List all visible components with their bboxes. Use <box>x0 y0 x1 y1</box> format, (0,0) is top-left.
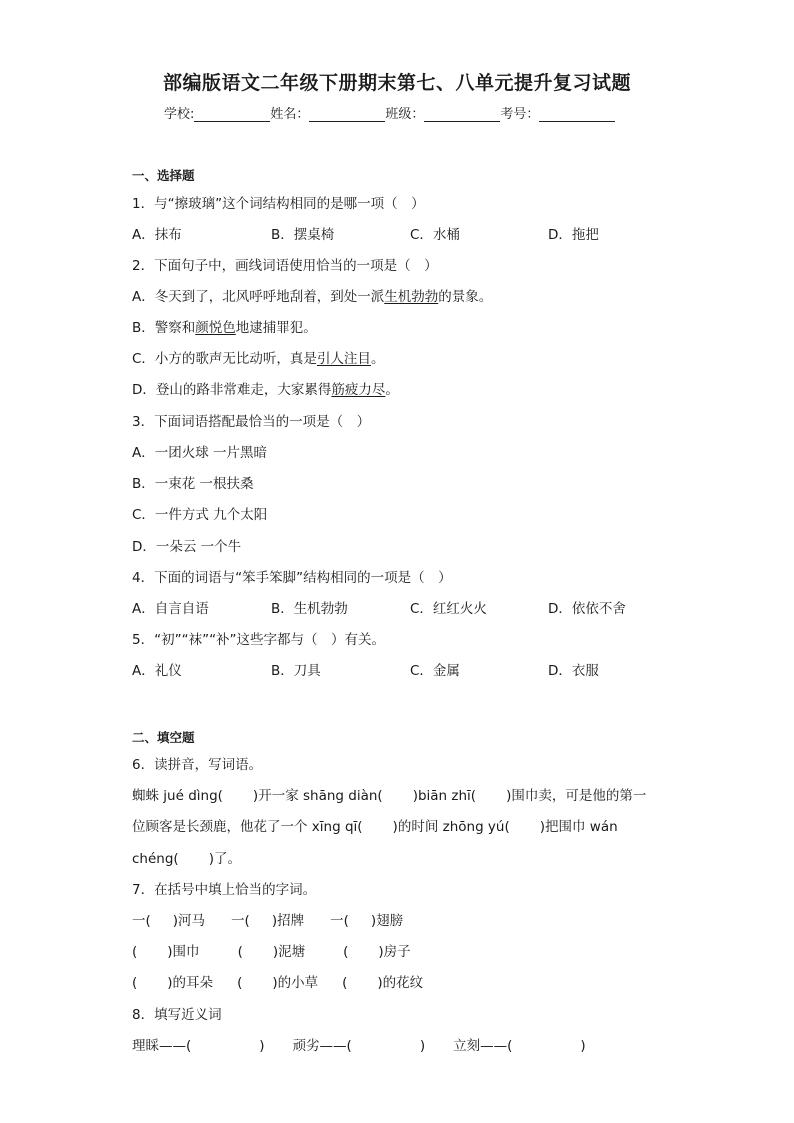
q2-option-d[interactable] <box>132 378 399 398</box>
q1-option-b[interactable]: B．摆桌椅 <box>271 227 335 243</box>
q4-option-d[interactable]: D．依依不舍 <box>548 601 626 617</box>
q2-a-text-post: 的景象。 <box>438 289 493 305</box>
q7-r1-word-3: )翅膀 <box>370 913 404 929</box>
question-2-stem: 2．下面句子中，画线词语使用恰当的一项是（ ） <box>132 258 438 274</box>
name-label: 姓名： <box>270 107 310 122</box>
student-info-line <box>164 103 615 122</box>
q2-c-text-post: 。 <box>370 351 385 367</box>
number-blank[interactable] <box>539 107 615 122</box>
q2-b-text-pre: B．警察和 <box>132 320 196 336</box>
q7-r1-word-1: )河马 <box>172 913 206 929</box>
section-heading-fill: 二、填空题 <box>132 730 195 745</box>
q2-c-text-pre: C．小方的歌声无比动听，真是 <box>132 351 317 367</box>
q8-item-3-close: ) <box>580 1038 586 1054</box>
q7-row-1 <box>132 909 403 929</box>
q6-l3-a: chéng( <box>132 851 179 867</box>
q6-l2-c: )把围巾 wán <box>539 819 618 835</box>
q6-line-1 <box>132 784 646 804</box>
q6-l1-d: )围巾卖，可是他的第一 <box>506 788 647 804</box>
q7-r2-word-3: )房子 <box>378 944 411 960</box>
q3-option-b[interactable]: B．一束花 一根扶桑 <box>132 476 254 492</box>
q6-l1-c: )biān zhī( <box>412 788 477 804</box>
q6-l2-b: )的时间 zhōng yú( <box>392 819 510 835</box>
q2-d-text-pre: D．登山的路非常难走，大家累得 <box>132 382 332 398</box>
section-heading-choice: 一、选择题 <box>132 168 195 183</box>
question-4-stem: 4．下面的词语与“笨手笨脚”结构相同的一项是（ ） <box>132 570 452 586</box>
q5-option-a[interactable]: A．礼仪 <box>132 663 182 679</box>
q4-option-b[interactable]: B．生机勃勃 <box>271 601 348 617</box>
q4-option-c[interactable]: C．红红火火 <box>410 601 487 617</box>
q2-option-c[interactable] <box>132 347 384 367</box>
q7-r2-open-2: ( <box>237 944 243 960</box>
q7-r3-open-1: ( <box>132 975 138 991</box>
q6-l1-b: )开一家 shāng diàn( <box>252 788 383 804</box>
question-3-stem: 3．下面词语搭配最恰当的一项是（ ） <box>132 414 371 430</box>
school-label: 学校: <box>164 107 195 122</box>
q7-r1-word-2: )招牌 <box>271 913 305 929</box>
q7-r3-word-1: )的耳朵 <box>167 975 214 991</box>
question-1-stem: 1．与“擦玻璃”这个词结构相同的是哪一项（ ） <box>132 196 425 212</box>
q7-r2-word-2: )泥塘 <box>272 944 306 960</box>
q8-item-1-open: 理睬——( <box>132 1038 192 1054</box>
q4-option-a[interactable]: A．自言自语 <box>132 601 209 617</box>
number-label: 考号： <box>500 107 540 122</box>
q3-option-a[interactable]: A．一团火球 一片黑暗 <box>132 445 268 461</box>
question-6-stem: 6．读拼音，写词语。 <box>132 757 263 773</box>
q7-r3-open-3: ( <box>342 975 348 991</box>
q3-option-d[interactable]: D．一朵云 一个牛 <box>132 539 242 555</box>
q5-option-d[interactable]: D．衣服 <box>548 663 599 679</box>
school-blank[interactable] <box>194 107 270 122</box>
page-title: 部编版语文二年级下册期末第七、八单元提升复习试题 <box>162 72 631 94</box>
q7-r2-word-1: )围巾 <box>167 944 200 960</box>
q7-r2-open-1: ( <box>132 944 138 960</box>
q1-option-a[interactable]: A．抹布 <box>132 227 182 243</box>
name-blank[interactable] <box>309 107 385 122</box>
q1-option-d[interactable]: D．拖把 <box>548 227 599 243</box>
class-blank[interactable] <box>424 107 500 122</box>
q2-d-underlined: 筋疲力尽 <box>331 382 386 398</box>
q7-r1-open-3: 一( <box>330 913 349 929</box>
q2-b-underlined: 颜悦色 <box>195 320 236 336</box>
q6-l3-b: )了。 <box>208 851 241 867</box>
question-5-stem: 5．“初”“袜”“补”这些字都与（ ）有关。 <box>132 632 386 648</box>
q2-a-underlined: 生机勃勃 <box>384 289 439 305</box>
question-8-stem: 8．填写近义词 <box>132 1007 222 1023</box>
q7-r2-open-3: ( <box>343 944 349 960</box>
class-label: 班级： <box>385 107 425 122</box>
q2-a-text-pre: A．冬天到了，北风呼呼地刮着，到处一派 <box>132 289 385 305</box>
q5-option-c[interactable]: C．金属 <box>410 663 460 679</box>
q6-l2-a: 位顾客是长颈鹿，他花了一个 xīng qī( <box>132 819 363 835</box>
q7-r3-open-2: ( <box>237 975 243 991</box>
q7-r1-open-1: 一( <box>132 913 151 929</box>
question-7-stem: 7．在括号中填上恰当的字词。 <box>132 882 317 898</box>
q7-r3-word-3: )的花纹 <box>377 975 424 991</box>
q7-row-3 <box>132 971 423 991</box>
q2-b-text-post: 地逮捕罪犯。 <box>235 320 317 336</box>
q7-r1-open-2: 一( <box>231 913 250 929</box>
q7-r3-word-2: )的小草 <box>272 975 319 991</box>
q6-l1-a: 蜘蛛 jué dìng( <box>132 788 223 804</box>
q1-option-c[interactable]: C．水桶 <box>410 227 460 243</box>
q5-option-b[interactable]: B．刀具 <box>271 663 321 679</box>
q6-line-2 <box>132 815 618 835</box>
q8-item-2-close: ) <box>419 1038 426 1054</box>
q8-row <box>132 1034 586 1054</box>
q2-d-text-post: 。 <box>385 382 399 398</box>
q6-line-3 <box>132 847 241 867</box>
q2-c-underlined: 引人注目 <box>316 351 371 367</box>
q8-item-3-open: 立刻——( <box>453 1038 513 1054</box>
q2-option-a[interactable] <box>132 285 492 305</box>
q8-item-1-close: ) <box>259 1038 265 1054</box>
q2-option-b[interactable] <box>132 316 317 336</box>
q3-option-c[interactable]: C．一件方式 九个太阳 <box>132 507 268 523</box>
q8-item-2-open: 顽劣——( <box>292 1038 352 1054</box>
q7-row-2 <box>132 940 411 960</box>
